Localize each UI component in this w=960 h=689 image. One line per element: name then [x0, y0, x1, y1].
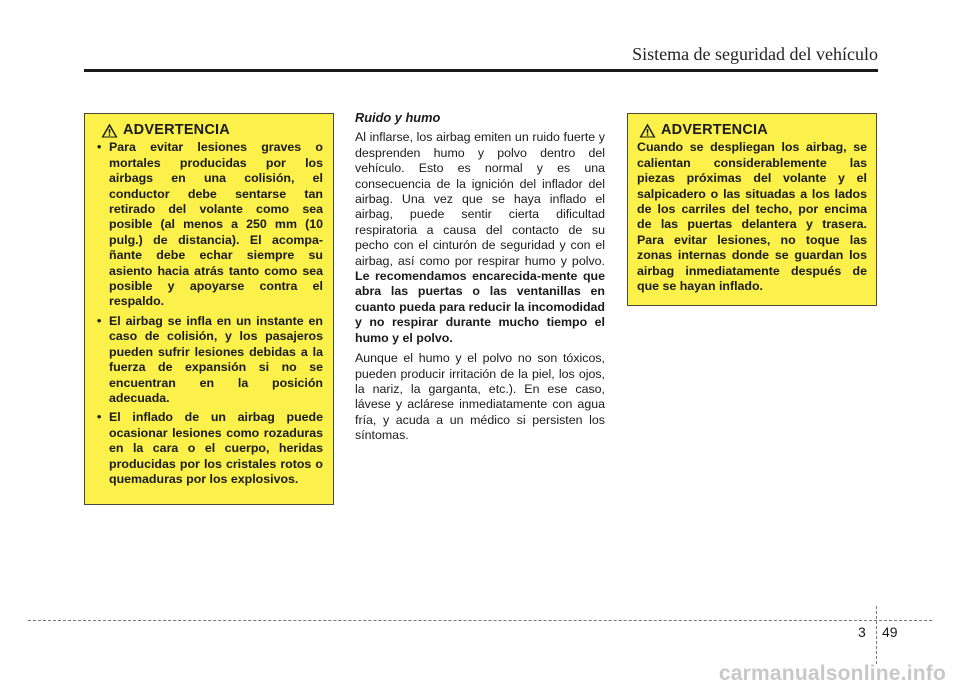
page-number: 49 — [882, 624, 898, 640]
footer-rule — [28, 620, 932, 621]
section-subheading: Ruido y humo — [355, 110, 441, 125]
header-title: Sistema de seguridad del vehículo — [632, 44, 878, 64]
footer-divider — [876, 606, 877, 664]
warning-header-left — [95, 123, 323, 138]
header-rule — [84, 69, 878, 72]
warning-triangle-icon — [101, 123, 118, 138]
warning-item: • Para evitar lesiones graves o mortales producidas por los airbags en una colisión, el conductor debe sentarse tan retirado del volante como sea posible (al menos a 250 mm (10 pulg.) de distancia). El acompa-ñante debe echar siempre su asiento hacia atrás tanto como sea posible y apoyarse contra el respaldo. — [95, 140, 323, 309]
warning-text-right: Cuando se despliegan los airbag, se calientan considerablemente las piezas próximas del volante y el salpicadero o las situadas a los lados de los carriles del techo, por encima de las puertas delantera y trasera. Para evitar lesiones, no toque las zonas internas donde se guardan los airbag inmediatamente después de que se hayan inflado. — [637, 140, 867, 294]
warning-header-right — [637, 123, 867, 138]
warning-triangle-icon — [639, 123, 656, 138]
section-number: 3 — [858, 624, 866, 640]
paragraph-1 — [355, 130, 605, 346]
warning-title-left: ADVERTENCIA — [123, 122, 230, 138]
warning-list-left — [95, 140, 323, 487]
warning-box-right — [627, 113, 877, 306]
smoke-noise-section — [355, 110, 605, 449]
paragraph-1-emphasis: Le recomendamos encarecida-mente que abra las puertas o las ventanillas en cuanto pueda para reducir la incomodidad y no respirar durante mucho tiempo el humo y el polvo. — [355, 269, 605, 345]
warning-item: • El inflado de un airbag puede ocasionar lesiones como rozaduras en la cara o el cuerpo, heridas producidas por los cristales rotos o quemaduras por los explosivos. — [95, 410, 323, 487]
paragraph-1-text: Al inflarse, los airbag emiten un ruido fuerte y desprenden humo y polvo dentro del vehículo. Esto es normal y es una consecuencia de la ignición del inflador del airbag. Una vez que se haya inflado el airbag, puede sentir cierta dificultad respiratoria a causa del contacto de su pecho con el cinturón de seguridad y con el airbag, así como por respirar humo y polvo. — [355, 130, 605, 268]
warning-title-right: ADVERTENCIA — [661, 122, 768, 138]
watermark: carmanualsonline.info — [718, 662, 946, 685]
paragraph-2: Aunque el humo y el polvo no son tóxicos, pueden producir irritación de la piel, los ojos, la nariz, la garganta, etc.). En ese caso, lávese y aclárese inmediatamente con agua fría, y acuda a un médico si persisten los síntomas. — [355, 351, 605, 443]
warning-box-left — [84, 113, 334, 505]
warning-item: • El airbag se infla en un instante en caso de colisión, y los pasajeros pueden sufrir lesiones debidas a la fuerza de expansión si no se encuentran en la posición adecuada. — [95, 314, 323, 406]
